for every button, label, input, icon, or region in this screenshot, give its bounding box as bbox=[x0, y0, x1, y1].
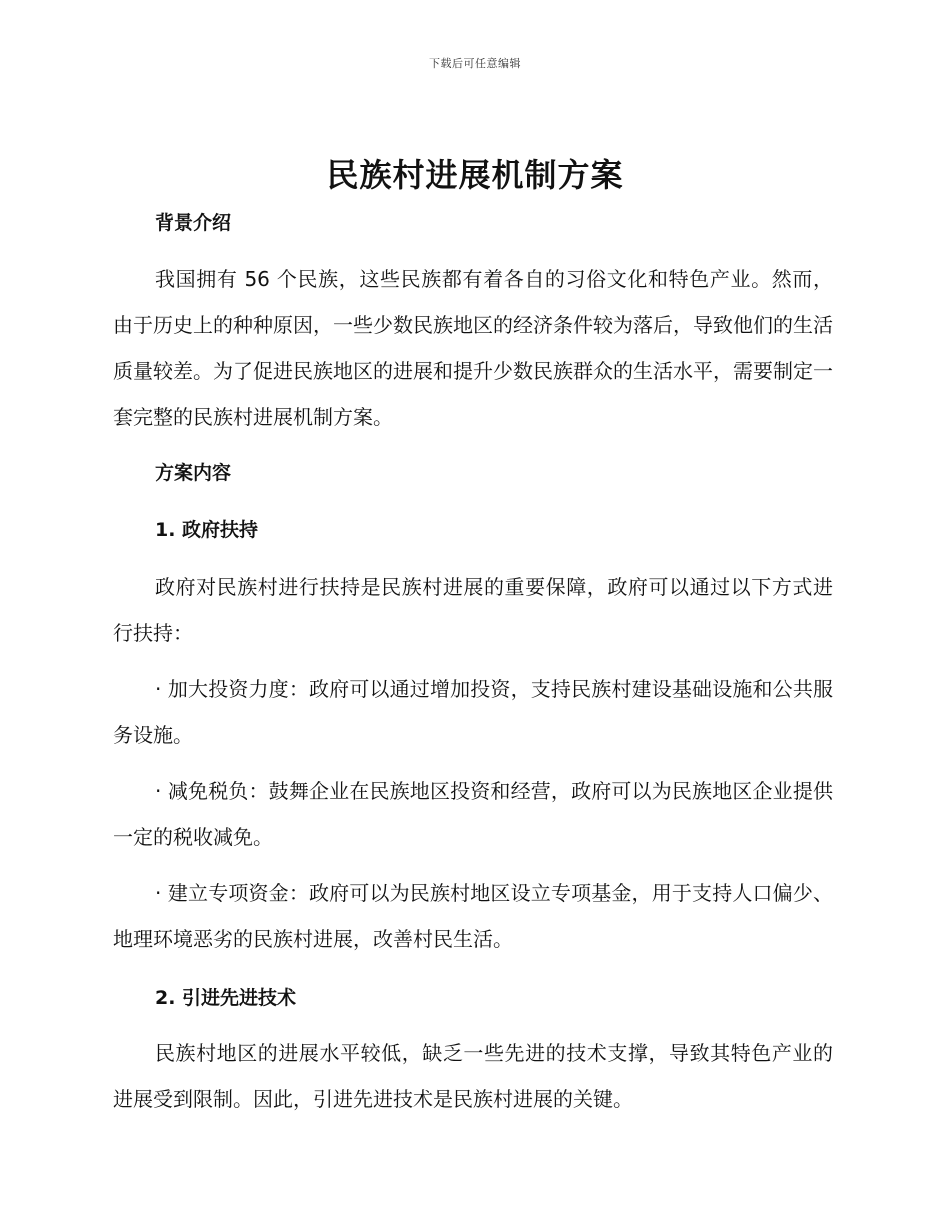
paragraph-technology: 民族村地区的进展水平较低，缺乏一些先进的技术支撑，导致其特色产业的进展受到限制。因此，引进先进技术是民族村进展的关键。 bbox=[113, 1041, 833, 1111]
paragraph-background: 我国拥有 56 个民族，这些民族都有着各自的习俗文化和特色产业。然而，由于历史上的种种原因，一些少数民族地区的经济条件较为落后，导致他们的生活质量较差。为了促进民族地区的进展和提升少数民族群众的生活水平，需要制定一套完整的民族村进展机制方案。 bbox=[113, 267, 833, 429]
subsection-heading-government: 1. 政府扶持 bbox=[155, 519, 259, 541]
section-heading-background: 背景介绍 bbox=[155, 212, 232, 234]
bullet-item-tax: · 减免税负：鼓舞企业在民族地区投资和经营，政府可以为民族地区企业提供一定的税收减免。 bbox=[113, 779, 833, 849]
section-heading-plan: 方案内容 bbox=[155, 462, 232, 484]
bullet-item-fund: · 建立专项资金：政府可以为民族村地区设立专项基金，用于支持人口偏少、地理环境恶劣的民族村进展，改善村民生活。 bbox=[113, 881, 833, 951]
subsection-heading-technology: 2. 引进先进技术 bbox=[155, 987, 297, 1009]
document-title: 民族村进展机制方案 bbox=[326, 156, 624, 194]
paragraph-government: 政府对民族村进行扶持是民族村进展的重要保障，政府可以通过以下方式进行扶持： bbox=[113, 575, 833, 645]
bullet-item-investment: · 加大投资力度：政府可以通过增加投资，支持民族村建设基础设施和公共服务设施。 bbox=[113, 677, 833, 747]
header-note: 下载后可任意编辑 bbox=[429, 57, 521, 70]
